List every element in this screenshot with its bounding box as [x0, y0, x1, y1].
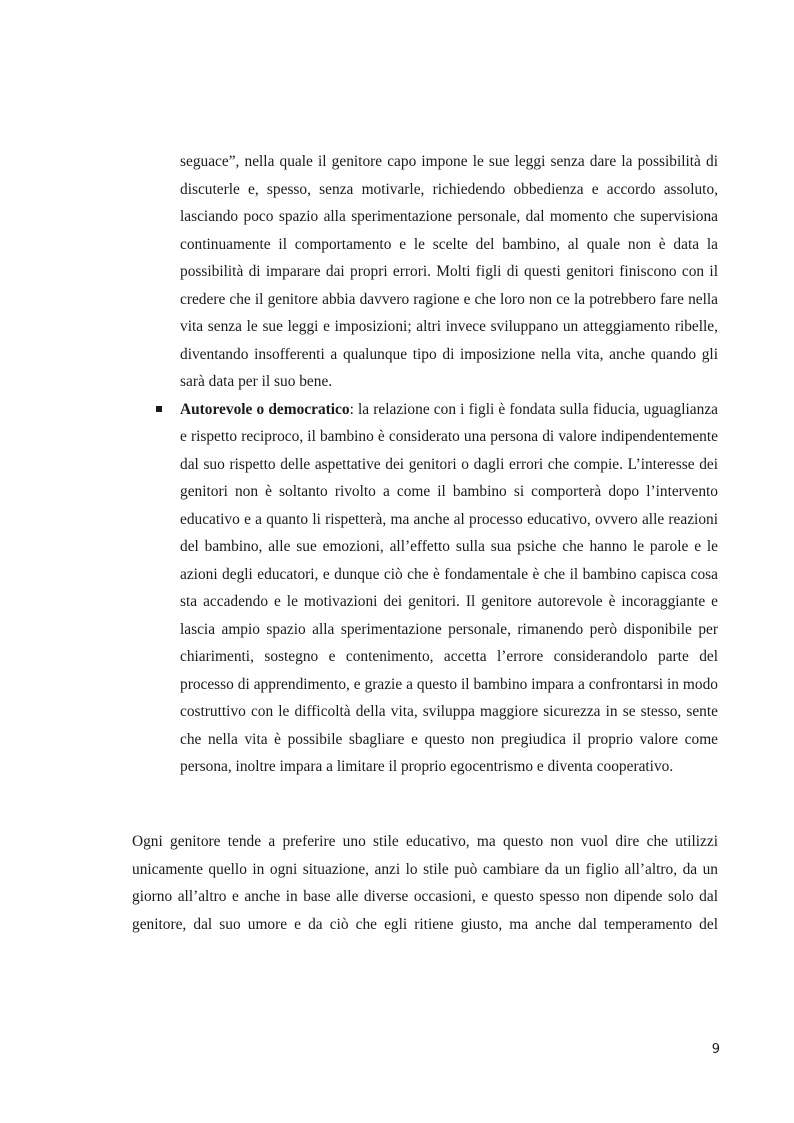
list-item-term: Autorevole o democratico — [180, 400, 350, 418]
list-item-description: : la relazione con i figli è fondata sulla fiducia, uguaglianza e rispetto reciproco, il bambino è considerato una persona di valore indipendentemente dal suo rispetto delle aspettative dei genitori o dagli errori che compie. L’interesse dei genitori non è soltanto rivolto a come il bambino si comporterà dopo l’intervento educativo e a quanto li rispetterà, ma anche al processo educativo, ovvero alle reazioni del bambino, alle sue emozioni, all’effetto sulla sua psiche che hanno le parole e le azioni degli educatori, e dunque ciò che è fondamentale è che il bambino capisca cosa sta accadendo e le motivazioni dei genitori. Il genitore autorevole è incoraggiante e lascia ampio spazio alla sperimentazione personale, rimanendo però disponibile per chiarimenti, sostegno e contenimento, accetta l’errore considerandolo parte del processo di apprendimento, e grazie a questo il bambino impara a confrontarsi in modo costruttivo con le difficoltà della vita, sviluppa maggiore sicurezza in se stesso, sente che nella vita è possibile sbagliare e questo non pregiudica il proprio valore come persona, inoltre impara a limitare il proprio egocentrismo e diventa cooperativo. — [180, 400, 718, 775]
square-bullet-icon — [156, 406, 162, 412]
page-number: 9 — [711, 1042, 720, 1057]
list-item-authoritative-text — [180, 396, 718, 781]
body-paragraph: Ogni genitore tende a preferire uno stile educativo, ma questo non vuol dire che utilizzi unicamente quello in ogni situazione, anzi lo stile può cambiare da un figlio all’altro, da un giorno all’altro e anche in base alle diverse occasioni, e questo spesso non dipende solo dal genitore, dal suo umore e da ciò che egli ritiene giusto, ma anche dal temperamento del — [132, 833, 718, 933]
list-item-continued-text: seguace”, nella quale il genitore capo impone le sue leggi senza dare la possibilità di discuterle e, spesso, senza motivarle, richiedendo obbedienza e accordo assoluto, lasciando poco spazio alla sperimentazione personale, dal momento che supervisiona continuamente il comportamento e le scelte del bambino, al quale non è data la possibilità di imparare dai propri errori. Molti figli di questi genitori finiscono con il credere che il genitore abbia davvero ragione e che loro non ce la potrebbero fare nella vita senza le sue leggi e imposizioni; altri invece sviluppano un atteggiamento ribelle, diventando insofferenti a qualunque tipo di imposizione nella vita, anche quando gli sarà data per il suo bene. — [180, 153, 718, 390]
parenting-styles-list — [180, 148, 718, 781]
list-item-authoritative — [180, 396, 718, 781]
